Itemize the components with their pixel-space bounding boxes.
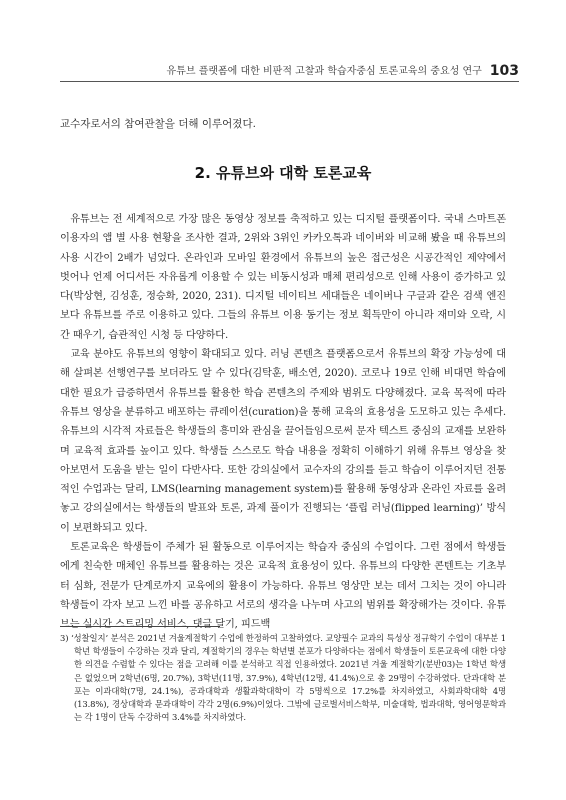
footnote-rule [60, 626, 220, 627]
section-heading: 2. 유튜브와 대학 토론교육 [194, 164, 372, 182]
paragraph: 유튜브는 전 세계적으로 가장 많은 동영상 정보를 축적하고 있는 디지털 플랫폼이다. 국내 스마트폰 이용자의 앱 별 사용 현황을 조사한 결과, 2위와 3위인 카카오톡과 네이버와 비교해 봤을 때 유튜브의 사용 시간이 2배가 넘었다. 온라인과 모바일 환경에서 유튜브의 높은 접근성은 시공간적인 제약에서 벗어나 언제 어디서든 자유롭게 이용할 수 있는 비동시성과 매체 편리성으로 인해 사용이 증가하고 있다(박상현, 김성훈, 정승화, 2020, 231). 디지털 네이티브 세대들은 네이버나 구글과 같은 검색 엔진보다 유튜브를 주로 이용하고 있다. 그들의 유튜브 이용 동기는 정보 획득만이 아니라 재미와 오락, 시간 때우기, 습관적인 시청 등 다양하다. [60, 214, 506, 341]
paragraph: 교육 분야도 유튜브의 영향이 확대되고 있다. 러닝 콘텐츠 플랫폼으로서 유튜브의 확장 가능성에 대해 살펴본 선행연구를 보더라도 알 수 있다(김탁훈, 배소연, 2020). 코로나 19로 인해 비대면 학습에 대한 필요가 급증하면서 유튜브를 활용한 학습 콘텐츠의 주제와 범위도 다양해졌다. 교육 목적에 따라 유튜브 영상을 분류하고 배포하는 큐레이션(curation)을 통해 교육의 효용성을 도모하고 있는 추세다. 유튜브의 시각적 자료들은 학생들의 흥미와 관심을 끌어들임으로써 문자 텍스트 중심의 교재를 보완하며 교육적 효과를 높이고 있다. 학생들 스스로도 학습 내용을 정확히 이해하기 위해 유튜브 영상을 찾아보면서 도움을 받는 일이 다반사다. 또한 강의실에서 교수자의 강의를 듣고 학습이 이루어지던 전통적인 수업과는 달리, LMS(learning management system)를 활용해 동영상과 온라인 자료를 올려놓고 강의실에서는 학생들의 발표와 토론, 과제 풀이가 진행되는 ‘플립 러닝(flipped learning)’ 방식이 보편화되고 있다. [60, 349, 506, 534]
running-head-title: 유튜브 플랫폼에 대한 비판적 고찰과 학습자중심 토론교육의 중요성 연구 [166, 66, 482, 77]
paragraph: 토론교육은 학생들이 주체가 된 활동으로 이루어지는 학습자 중심의 수업이다. 그런 점에서 학생들에게 친숙한 매체인 유튜브를 활용하는 것은 교육적 효용성이 있다. 유튜브의 다양한 콘텐트는 기초부터 심화, 전문가 단계로까지 교육에의 활용이 가능하다. 유튜브 영상만 보는 데서 그치는 것이 아니라 학생들이 각자 보고 느낀 바를 공유하고 서로의 생각을 나누며 사고의 범위를 확장해가는 것이다. 유튜브는 실시간 스트리밍 서비스, 댓글 달기, 피드백 [60, 542, 506, 631]
footnote: 3) ‘성찰일지’ 분석은 2021년 겨울계절학기 수업에 한정하여 고찰하였다. 교양필수 교과의 특성상 정규학기 수업이 대부분 1학년 학생들이 수강하는 것과 달리, 계절학기의 경우는 학년별 분포가 다양하다는 점에서 학생들이 토론교육에 대한 다양한 의견을 수렴할 수 있다는 점을 고려해 이를 분석하고 직접 인용하였다. 2021년 겨울 계절학기(분반03)는 1학년 학생은 없었으며 2학년(6명, 20.7%), 3학년(11명, 37.9%), 4학년(12명, 41.4%)으로 총 29명이 수강하였다. 단과대학 분포는 이과대학(7명, 24.1%), 공과대학과 생활과학대학이 각 5명씩으로 17.2%를 차지하였고, 사회과학대학 4명(13.8%), 경상대학과 문과대학이 각각 2명(6.9%)이었다. 그밖에 글로벌서비스학부, 미술대학, 법과대학, 영어영문학과는 각 1명이 단독 수강하여 3.4%를 차지하였다. [60, 633, 506, 723]
body-text [60, 210, 506, 635]
running-header [60, 55, 519, 82]
intro-line: 교수자로서의 참여관찰을 더해 이루어졌다. [60, 118, 256, 130]
page-number: 103 [489, 63, 519, 79]
